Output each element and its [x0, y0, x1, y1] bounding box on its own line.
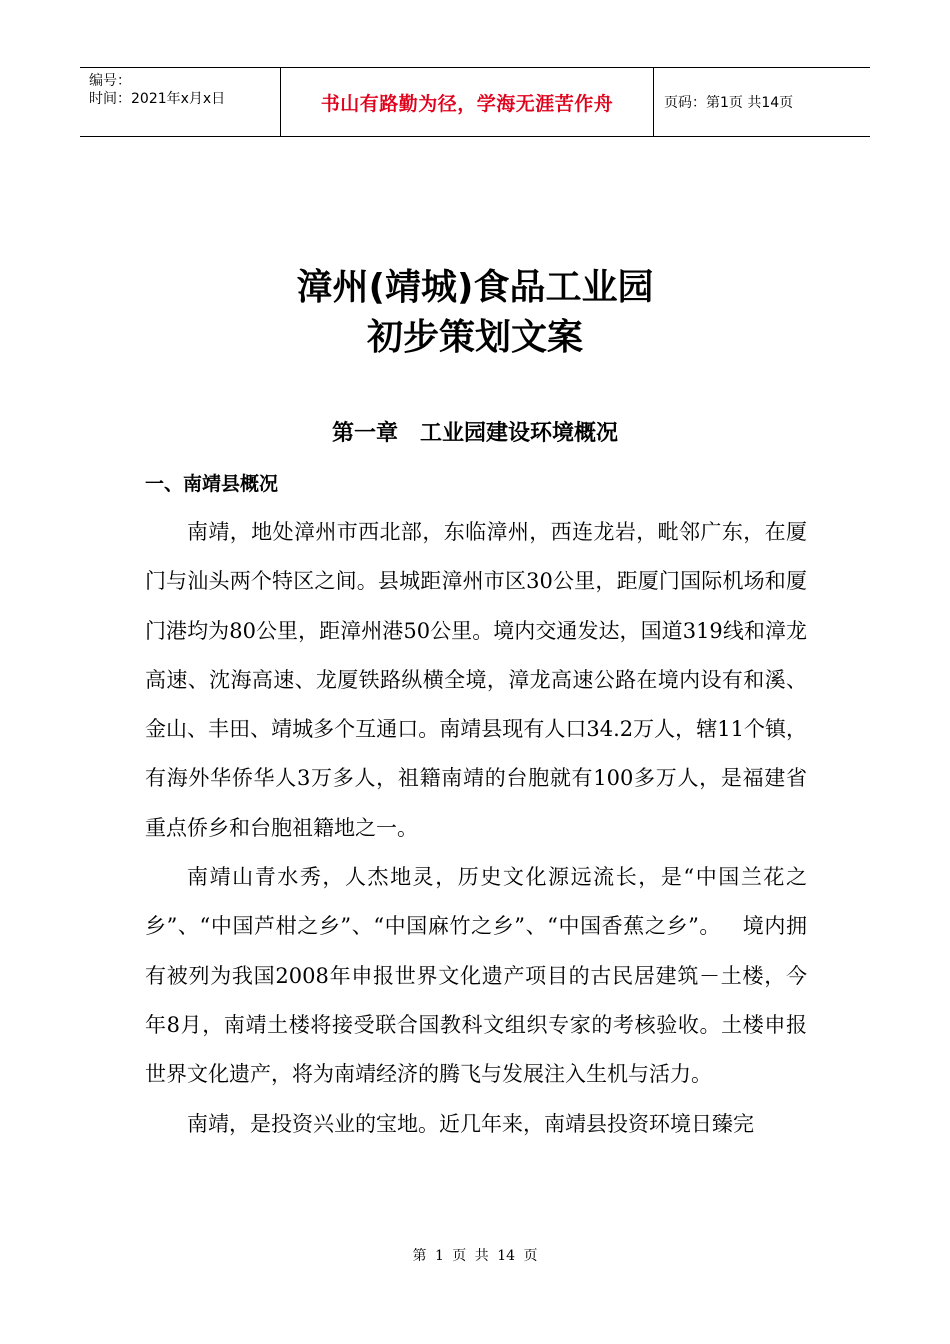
paragraph-3: 南靖，是投资兴业的宝地。近几年来，南靖县投资环境日臻完 [187, 1111, 754, 1136]
chapter-number: 第一章 [331, 421, 398, 446]
chapter-heading [0, 418, 950, 450]
chapter-name: 工业园建设环境概况 [420, 421, 619, 446]
header-page-info: 页码：第1页 共14页 [664, 95, 794, 111]
document-title-line2: 初步策划文案 [366, 317, 583, 358]
header-meta-cell [80, 68, 281, 136]
document-time-label: 时间：2021年x月x日 [89, 91, 226, 107]
section-heading: 一、南靖县概况 [145, 473, 279, 495]
header-table [80, 67, 870, 137]
body-text [145, 508, 807, 1149]
page-footer: 第 1 页 共 14 页 [412, 1248, 538, 1264]
document-number-label: 编号： [89, 73, 131, 89]
header-motto: 书山有路勤为径，学海无涯苦作舟 [281, 68, 654, 136]
paragraph-2: 南靖山青水秀，人杰地灵，历史文化源远流长，是“中国兰花之乡”、“中国芦柑之乡”、“中国麻竹之乡”、“中国香蕉之乡”。 境内拥有被列为我国2008年申报世界文化遗产项目的古民居建筑－土楼，今年8月，南靖土楼将接受联合国教科文组织专家的考核验收。土楼申报世界文化遗产，将为南靖经济的腾飞与发展注入生机与活力。 [145, 865, 807, 1087]
document-title-line1: 漳州(靖城)食品工业园 [296, 267, 654, 308]
paragraph-1: 南靖，地处漳州市西北部，东临漳州，西连龙岩，毗邻广东，在厦门与汕头两个特区之间。县城距漳州市区30公里，距厦门国际机场和厦门港均为80公里，距漳州港50公里。境内交通发达，国道319线和漳龙高速、沈海高速、龙厦铁路纵横全境，漳龙高速公路在境内设有和溪、金山、丰田、靖城多个互通口。南靖县现有人口34.2万人，辖11个镇，有海外华侨华人3万多人，祖籍南靖的台胞就有100多万人，是福建省重点侨乡和台胞祖籍地之一。 [145, 520, 807, 840]
